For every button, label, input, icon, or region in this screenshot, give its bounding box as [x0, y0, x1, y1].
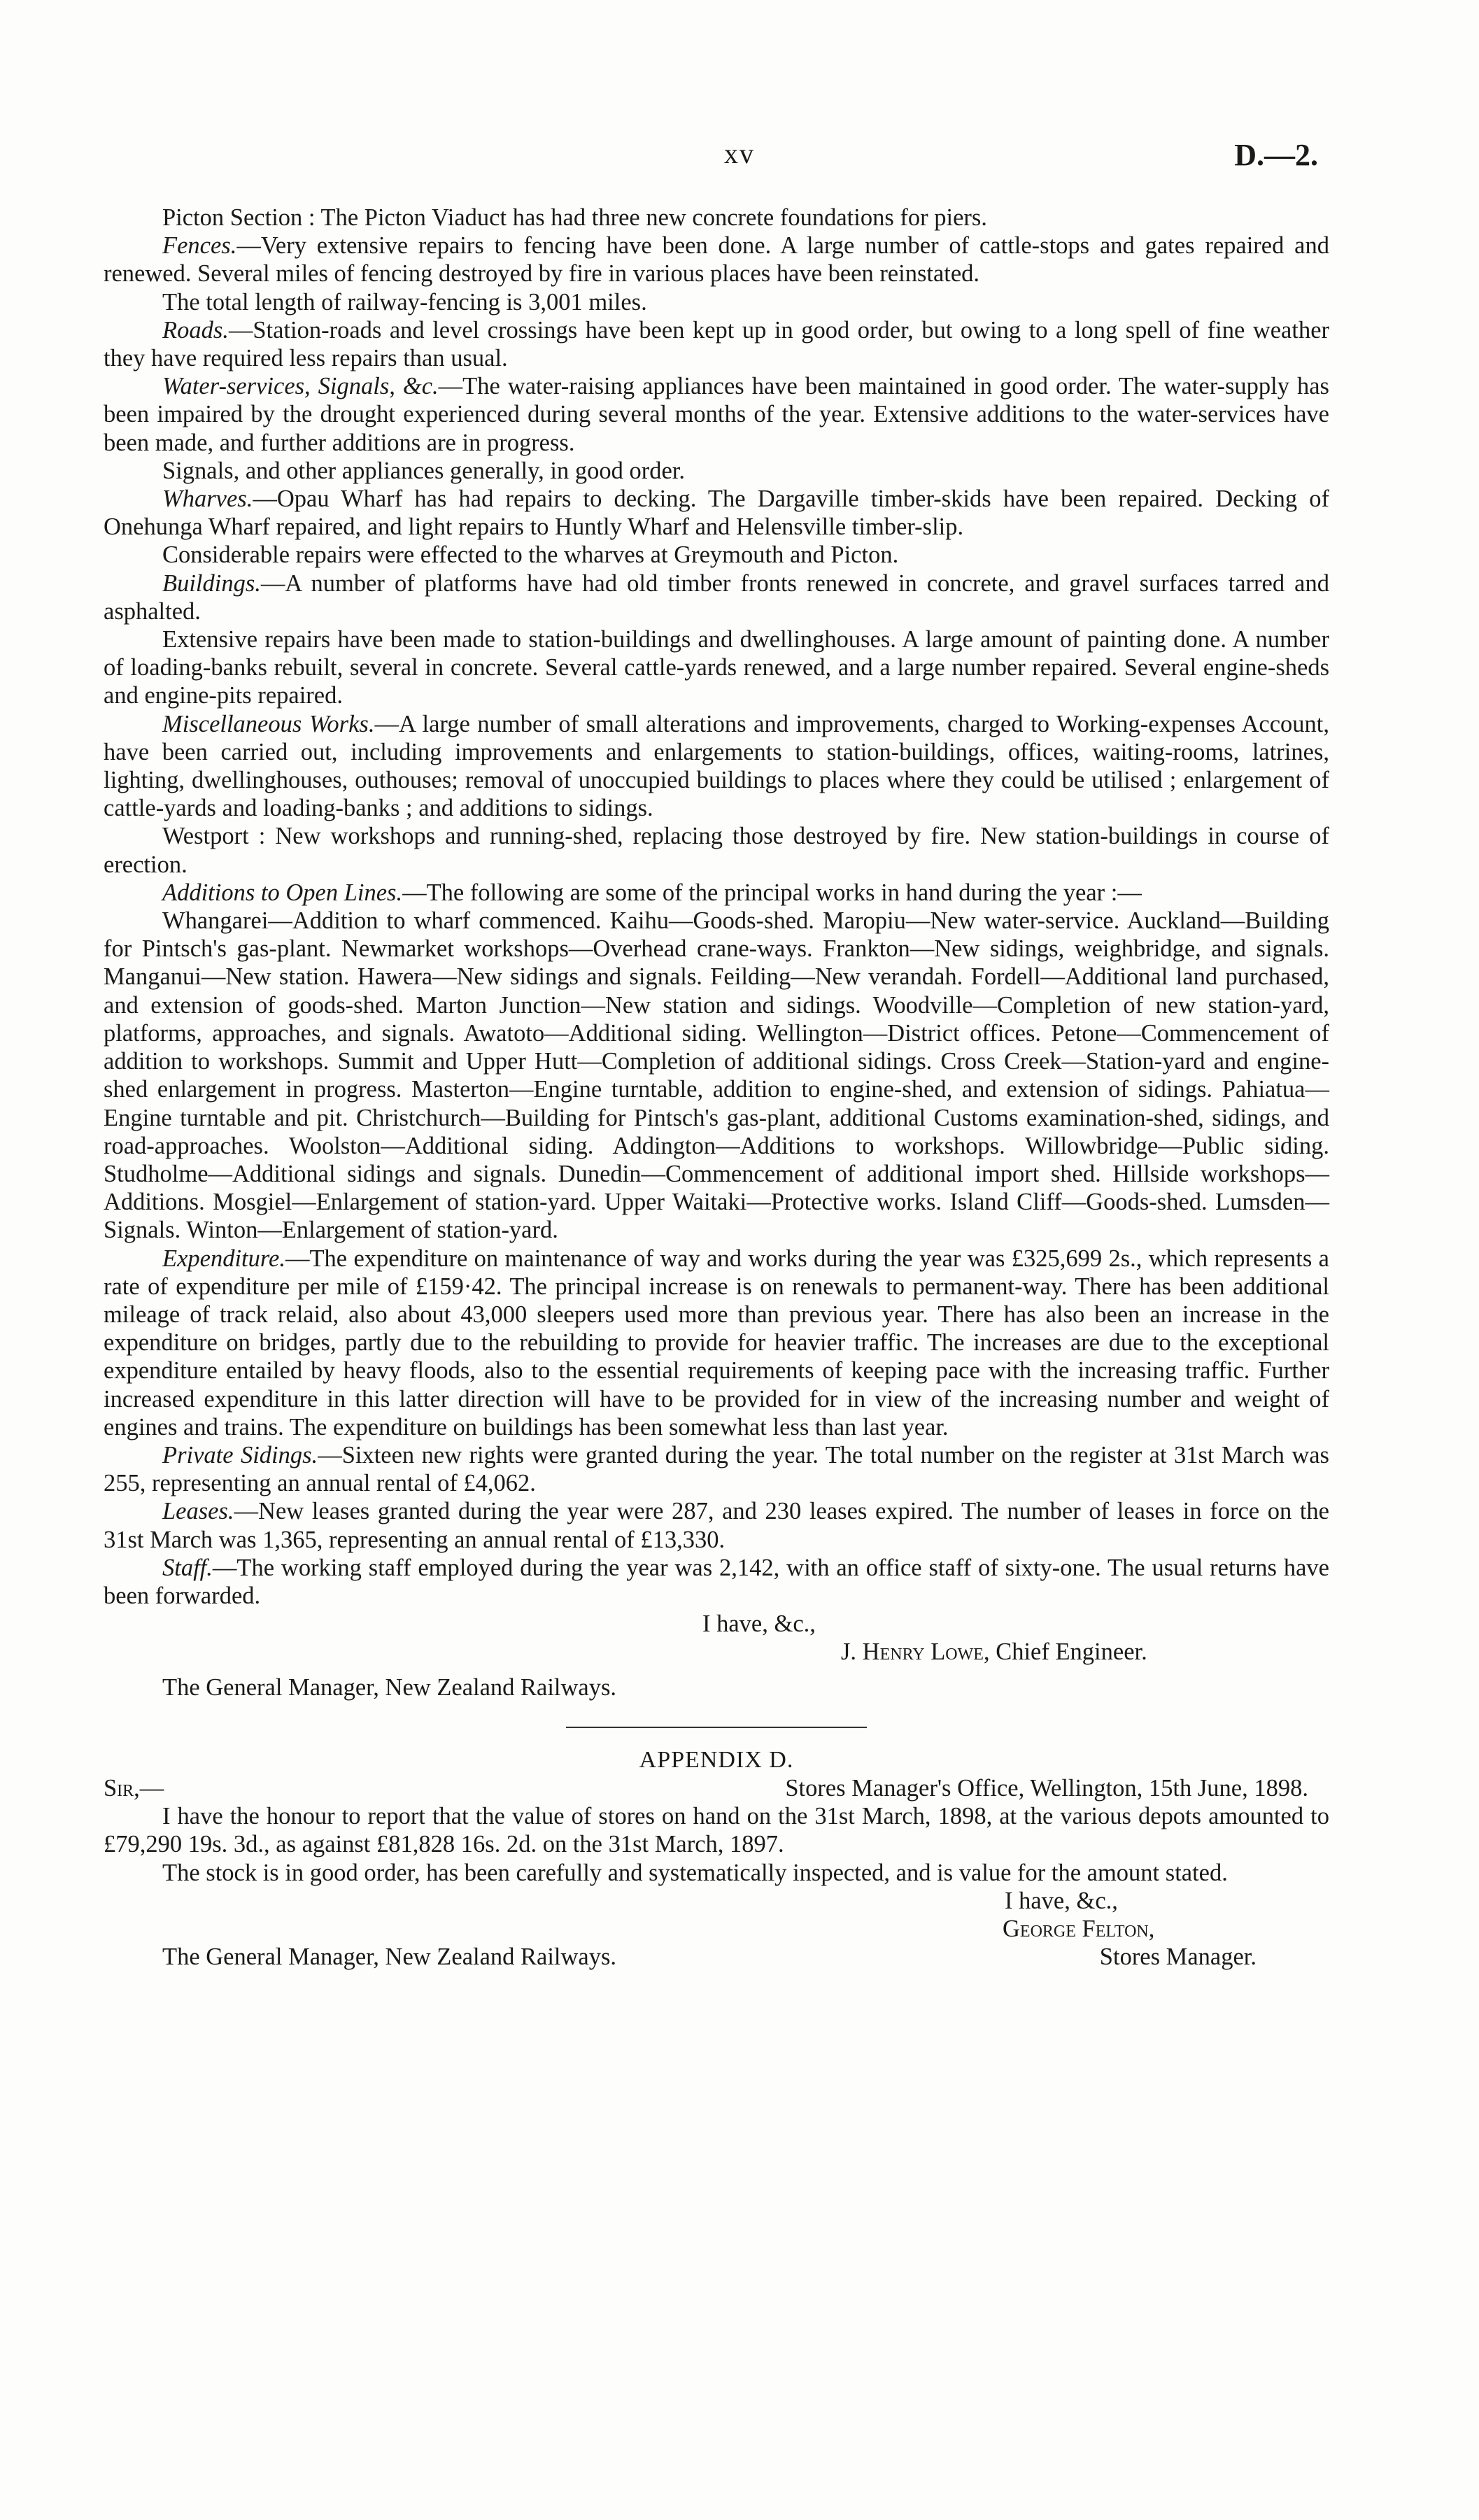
buildings-more-paragraph: Extensive repairs have been made to station-buildings and dwellinghouses. A large amount of painting done. A number of loading-banks rebuilt, several in concrete. Several cattle-yards renewed, and a large number repaired. Several engine-sheds and engine-pits repaired. [104, 626, 1329, 709]
westport-paragraph: Westport : New workshops and running-shed, replacing those destroyed by fire. New station-buildings in course of erection. [104, 823, 1329, 878]
engineer-closing: I have, &c., [702, 1611, 816, 1638]
private-sidings-heading: Private Sidings. [162, 1441, 318, 1468]
private-sidings-paragraph [104, 1441, 1329, 1497]
expenditure-heading: Expenditure. [162, 1245, 285, 1272]
buildings-text: —A number of platforms have had old timber fronts renewed in concrete, and gravel surfaces tarred and asphalted. [104, 569, 1329, 625]
leases-paragraph [104, 1497, 1329, 1553]
page-number: xv [724, 138, 755, 169]
water-services-paragraph [104, 372, 1329, 457]
picton-paragraph: Picton Section : The Picton Viaduct has had three new concrete foundations for piers. [162, 204, 987, 231]
stores-manager-title: Stores Manager. [1099, 1944, 1257, 1971]
engineer-title: Chief Engineer. [996, 1638, 1147, 1666]
leases-heading: Leases. [162, 1498, 234, 1525]
buildings-paragraph [104, 569, 1329, 625]
stores-closing: I have, &c., [1005, 1887, 1118, 1914]
stores-manager-name: George Felton, [1003, 1915, 1155, 1942]
expenditure-paragraph [104, 1245, 1329, 1441]
appendix-title: APPENDIX D. [639, 1746, 794, 1773]
wharves-text: —Opau Wharf has had repairs to decking. The Dargaville timber-skids have been repaired. Decking of Onehunga Wharf repaired, and light repairs to Huntly Wharf and Helensville timber-slip. [104, 486, 1329, 541]
section-divider [566, 1727, 867, 1728]
misc-works-paragraph [104, 710, 1329, 823]
engineer-signature [841, 1638, 1329, 1666]
staff-text: —The working staff employed during the year was 2,142, with an office staff of sixty-one. The usual returns have been forwarded. [104, 1554, 1329, 1609]
salutation: Sir,— [104, 1774, 164, 1801]
misc-works-heading: Miscellaneous Works. [162, 710, 375, 737]
signals-paragraph: Signals, and other appliances generally, in good order. [162, 457, 685, 484]
staff-paragraph [104, 1554, 1329, 1610]
additions-text: —The following are some of the principal works in hand during the year :— [402, 879, 1142, 906]
engineer-addressee: The General Manager, New Zealand Railways. [162, 1673, 617, 1701]
fences-paragraph [104, 232, 1329, 288]
report-body [104, 204, 1329, 1971]
engineer-name: J. Henry Lowe, [841, 1638, 990, 1666]
appendix-letter-head [104, 1774, 1329, 1802]
additions-paragraph [104, 879, 1329, 907]
works-list-paragraph: Whangarei—Addition to wharf commenced. Kaihu—Goods-shed. Maropiu—New water-service. Auckland—Building for Pintsch's gas-plant. Newmarket workshops—Overhead crane-ways. Frankton—New sidings, weighbridge, and signals. Manganui—New station. Hawera—New sidings and signals. Feilding—New verandah. Fordell—Additional land purchased, and extension of goods-shed. Marton Junction—New station and sidings. Woodville—Completion of new station-yard, platforms, approaches, and signals. Awatoto—Additional siding. Wellington—District offices. Petone—Commencement of addition to workshops. Summit and Upper Hutt—Completion of additional sidings. Cross Creek—Station-yard and engine-shed enlargement in progress. Masterton—Engine turntable, addition to engine-shed, and extension of sidings. Pahiatua—Engine turntable and pit. Christchurch—Building for Pintsch's gas-plant, additional Customs examination-shed, sidings, and road-approaches. Woolston—Additional siding. Addington—Additions to workshops. Willowbridge—Public siding. Studholme—Additional sidings and signals. Dunedin—Commencement of additional import shed. Hillside workshops—Additions. Mosgiel—Enlargement of station-yard. Upper Waitaki—Protective works. Island Cliff—Goods-shed. Lumsden—Signals. Winton—Enlargement of station-yard. [104, 907, 1329, 1244]
private-sidings-text: —Sixteen new rights were granted during the year. The total number on the register at 31st March was 255, representing an annual rental of £4,062. [104, 1441, 1329, 1497]
wharves-heading: Wharves. [162, 486, 253, 513]
buildings-heading: Buildings. [162, 569, 261, 597]
stores-value-paragraph: I have the honour to report that the value of stores on hand on the 31st March, 1898, at the various depots amounted to £79,290 19s. 3d., as against £81,828 16s. 2d. on the 31st March, 1897. [104, 1803, 1329, 1858]
office-address-line: Stores Manager's Office, Wellington, 15th June, 1898. [785, 1774, 1308, 1801]
roads-heading: Roads. [162, 316, 229, 344]
fencing-total-paragraph: The total length of railway-fencing is 3,001 miles. [162, 288, 647, 316]
stores-footer-row [104, 1943, 1329, 1971]
water-services-text: —The water-raising appliances have been maintained in good order. The water-supply has been impaired by the drought experienced during several months of the year. Extensive additions to the water-services have been made, and further additions are in progress. [104, 373, 1329, 456]
stores-addressee: The General Manager, New Zealand Railways. [162, 1944, 617, 1971]
misc-works-text: —A large number of small alterations and improvements, charged to Working-expenses Account, have been carried out, including improvements and enlargements to station-buildings, offices, waiting-rooms, latrines, lighting, dwellinghouses, outhouses; removal of unoccupied buildings to places where they could be utilised ; enlargement of cattle-yards and loading-banks ; and additions to sidings. [104, 710, 1329, 822]
page-header [0, 137, 1479, 179]
fences-text: —Very extensive repairs to fencing have been done. A large number of cattle-stops and gates repaired and renewed. Several miles of fencing destroyed by fire in various places have been reinstated. [104, 232, 1329, 288]
roads-paragraph [104, 316, 1329, 372]
expenditure-text: —The expenditure on maintenance of way and works during the year was £325,699 2s., which represents a rate of expenditure per mile of £159·42. The principal increase is on renewals to permanent-way. There has been additional mileage of track relaid, also about 43,000 sleepers used more than previous year. There has also been an increase in the expenditure on bridges, partly due to the rebuilding to provide for heavier traffic. The increases are due to the exceptional expenditure entailed by heavy floods, also to the essential requirements of keeping pace with the increasing traffic. Further increased expenditure in this latter direction will have to be provided for in view of the increasing number and weight of engines and trains. The expenditure on buildings has been somewhat less than last year. [104, 1245, 1329, 1440]
roads-text: —Station-roads and level crossings have been kept up in good order, but owing to a long spell of fine weather they have required less repairs than usual. [104, 316, 1329, 372]
leases-text: —New leases granted during the year were 287, and 230 leases expired. The number of leases in force on the 31st March was 1,365, representing an annual rental of £13,330. [104, 1498, 1329, 1553]
additions-heading: Additions to Open Lines. [162, 879, 403, 906]
staff-heading: Staff. [162, 1554, 213, 1581]
wharves-more-paragraph: Considerable repairs were effected to the wharves at Greymouth and Picton. [162, 541, 899, 569]
wharves-paragraph [104, 485, 1329, 541]
stock-paragraph: The stock is in good order, has been carefully and systematically inspected, and is value for the amount stated. [162, 1859, 1228, 1886]
water-services-heading: Water-services, Signals, &c. [162, 373, 439, 400]
fences-heading: Fences. [162, 232, 237, 260]
document-reference: D.—2. [1234, 138, 1318, 172]
